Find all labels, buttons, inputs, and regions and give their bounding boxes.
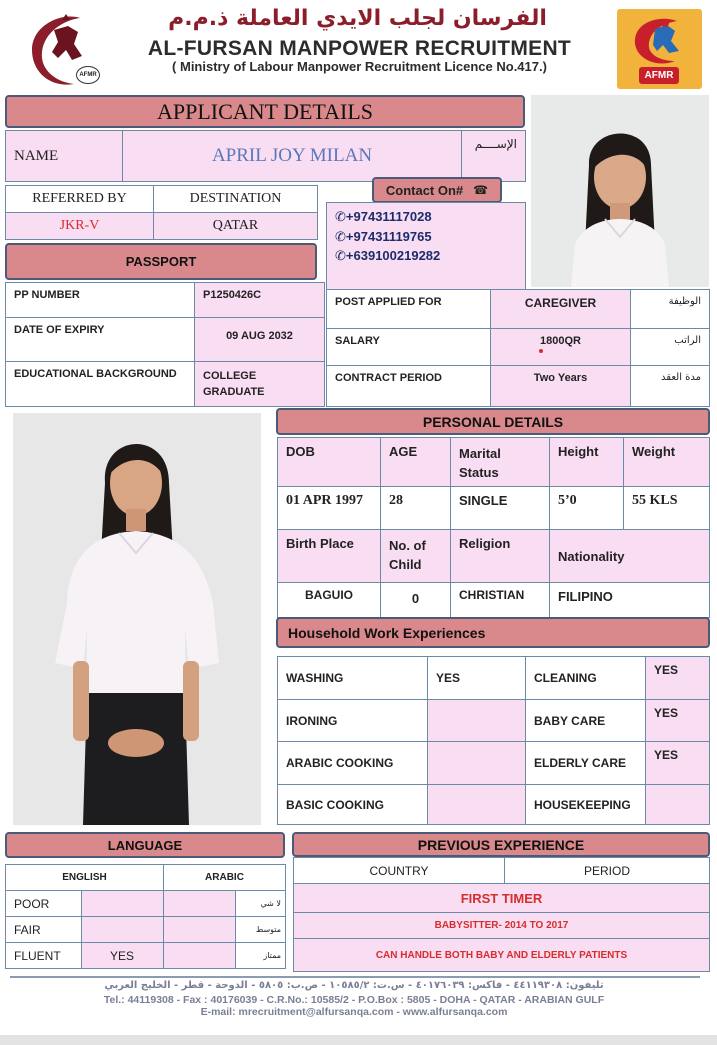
ironing-label-text: IRONING — [286, 713, 338, 728]
washing-label — [277, 656, 428, 700]
poor-english — [81, 890, 164, 917]
pp-number-value — [194, 282, 325, 318]
babycare-label-text: BABY CARE — [534, 713, 606, 728]
salary-ar — [630, 328, 710, 366]
footer-email-line[interactable]: E-mail: mrecruitment@alfursanqa.com - www.alfursanqa.com — [200, 1006, 508, 1018]
cleaning-label-text: CLEANING — [534, 671, 597, 685]
dob-value-text: 01 APR 1997 — [286, 493, 363, 508]
fluent-ar-text: ممتاز — [263, 951, 281, 960]
children-value-text: 0 — [411, 591, 420, 606]
destination-value: QATAR — [212, 218, 259, 233]
weight-value-text: 55 KLS — [632, 493, 678, 508]
dob-header — [277, 437, 381, 487]
post-applied-value — [490, 289, 631, 329]
elderly-care-value — [645, 741, 710, 785]
expiry-value-text: 09 AUG 2032 — [226, 330, 293, 342]
dob-header-text: DOB — [286, 444, 315, 459]
elderly-care-value-text: YES — [654, 748, 679, 762]
country-header-text: COUNTRY — [369, 863, 429, 878]
arabic-company-title: الفرسان لجلب الايدي العاملة ذ.م.م — [168, 6, 547, 31]
name-label-cell — [5, 130, 123, 182]
contact-title: Contact On# — [385, 182, 464, 198]
age-header-text: AGE — [389, 444, 418, 459]
licence-text: ( Ministry of Labour Manpower Recruitment Licence No.417.) — [172, 59, 547, 74]
applicant-photo-small — [531, 95, 709, 287]
arabic-col-header-text: ARABIC — [205, 872, 244, 883]
referred-by-label: REFERRED BY — [32, 191, 127, 206]
post-applied-label-text: POST APPLIED FOR — [335, 296, 442, 308]
arabic-cooking-label-text: ARABIC COOKING — [286, 756, 394, 770]
basic-cooking-label-text: BASIC COOKING — [286, 797, 385, 812]
height-header — [549, 437, 624, 487]
fluent-english-text: YES — [110, 948, 135, 963]
ironing-label — [277, 699, 428, 742]
arabic-cooking-label — [277, 741, 428, 785]
height-value-text: 5’0 — [558, 493, 577, 508]
washing-value-text: YES — [436, 671, 461, 685]
housekeeping-label — [525, 784, 646, 825]
name-value-cell — [122, 130, 462, 182]
contract-ar — [630, 365, 710, 407]
footer-arabic-line: تليفون: ٤٤١١٩٣٠٨ - فاكس: ٤٠١٧٦٠٣٩ - س.ت: ١٠٥٨٥/٢ - ص.ب: ٥٨٠٥ - الدوحة - قطر - الخليج العربي — [104, 980, 604, 991]
salary-value — [490, 328, 631, 366]
contract-value — [490, 365, 631, 407]
fluent-label — [5, 942, 82, 969]
fair-label — [5, 916, 82, 943]
marital-header — [450, 437, 550, 487]
phone-number: +97431119765 — [345, 228, 432, 244]
basic-cooking-value — [427, 784, 526, 825]
logo-badge-right: AFMR — [639, 67, 679, 84]
contact-phone-3[interactable] — [335, 246, 517, 266]
passport-title: PASSPORT — [125, 254, 197, 269]
contract-ar-text: مدة العقد — [661, 372, 701, 383]
housekeeping-value — [645, 784, 710, 825]
applicant-photo-full — [13, 413, 261, 825]
children-header — [380, 529, 451, 583]
washing-label-text: WASHING — [286, 671, 344, 685]
washing-value — [427, 656, 526, 700]
personal-details-bar — [276, 408, 710, 435]
referred-by-value: JKR-V — [59, 218, 100, 233]
cleaning-value — [645, 656, 710, 700]
nationality-value — [549, 582, 710, 618]
pp-number-label-text: PP NUMBER — [14, 289, 80, 301]
experience-line-2 — [293, 912, 710, 939]
housekeeping-label-text: HOUSEKEEPING — [534, 797, 631, 812]
birthplace-header — [277, 529, 381, 583]
nationality-value-text: FILIPINO — [558, 589, 613, 604]
expiry-label — [5, 317, 195, 362]
contact-box — [326, 202, 526, 290]
contact-phone-1[interactable] — [335, 207, 517, 227]
post-applied-value-text: CAREGIVER — [524, 296, 597, 310]
footer-english-line: Tel.: 44119308 - Fax : 40176039 - C.R.No.: 10585/2 - P.O.Box : 5805 - DOHA - QATAR - ARABIAN GULF — [103, 994, 605, 1006]
height-value — [549, 486, 624, 530]
red-dot-mark — [539, 349, 543, 353]
fluent-ar-label — [235, 942, 286, 969]
poor-ar-text: لا شي — [260, 899, 281, 908]
period-header-text: PERIOD — [583, 863, 630, 878]
weight-header — [623, 437, 710, 487]
country-header — [293, 857, 505, 884]
english-col-header-text: ENGLISH — [62, 872, 107, 883]
ironing-value — [427, 699, 526, 742]
birthplace-value-text: BAGUIO — [305, 588, 353, 602]
period-header — [504, 857, 710, 884]
fluent-arabic — [163, 942, 236, 969]
experience-line-2-text: BABYSITTER- 2014 TO 2017 — [434, 920, 569, 931]
contact-phone-2[interactable] — [335, 227, 517, 247]
babycare-value-text: YES — [654, 706, 679, 720]
cleaning-label — [525, 656, 646, 700]
poor-label-text: POOR — [14, 896, 50, 911]
age-value — [380, 486, 451, 530]
personal-details-title: PERSONAL DETAILS — [422, 413, 564, 430]
children-value — [380, 582, 451, 618]
fair-ar-label — [235, 916, 286, 943]
fluent-english — [81, 942, 164, 969]
name-label: NAME — [14, 147, 59, 164]
fair-arabic — [163, 916, 236, 943]
phone-number: +639100219282 — [345, 248, 441, 263]
contact-header — [372, 177, 502, 203]
marital-header-text: Marital Status — [459, 446, 501, 480]
previous-experience-title: PREVIOUS EXPERIENCE — [417, 836, 585, 853]
fluent-label-text: FLUENT — [14, 948, 61, 963]
dob-value — [277, 486, 381, 530]
contract-label-text: CONTRACT PERIOD — [335, 372, 442, 384]
nationality-header — [549, 529, 710, 583]
fair-label-text: FAIR — [14, 922, 41, 937]
experience-line-1-text: FIRST TIMER — [460, 890, 543, 906]
nationality-header-text: Nationality — [558, 548, 625, 564]
experience-line-1 — [293, 883, 710, 913]
post-applied-label — [326, 289, 491, 329]
weight-header-text: Weight — [632, 444, 676, 459]
elderly-care-label — [525, 741, 646, 785]
education-value-text: COLLEGE GRADUATE — [203, 370, 265, 398]
household-bar — [276, 617, 710, 648]
religion-value — [450, 582, 550, 618]
marital-value-text: SINGLE — [459, 493, 508, 508]
phone-handset-icon: ✆ — [335, 209, 346, 224]
referred-by-value-cell — [5, 212, 154, 240]
expiry-value — [194, 317, 325, 362]
language-title: LANGUAGE — [107, 837, 183, 853]
poor-ar-label — [235, 890, 286, 917]
company-logo-right — [617, 9, 702, 89]
poor-arabic — [163, 890, 236, 917]
fair-ar-text: متوسط — [255, 925, 281, 934]
birthplace-header-text: Birth Place — [286, 536, 354, 551]
applicant-details-title: APPLICANT DETAILS — [156, 98, 373, 124]
name-label-ar: الإســــم — [474, 137, 517, 151]
phone-icon: ☎ — [473, 183, 489, 197]
salary-value-text: 1800QR — [540, 335, 581, 347]
previous-experience-bar — [292, 832, 710, 857]
elderly-care-label-text: ELDERLY CARE — [534, 756, 627, 770]
babycare-value — [645, 699, 710, 742]
household-title: Household Work Experiences — [288, 624, 486, 641]
phone-handset-icon: ✆ — [335, 248, 346, 263]
pp-number-label — [5, 282, 195, 318]
page-bottom-strip — [0, 1035, 717, 1045]
applicant-name: APRIL JOY MILAN — [211, 145, 373, 166]
marital-value — [450, 486, 550, 530]
applicant-details-bar — [5, 95, 525, 128]
experience-line-3-text: CAN HANDLE BOTH BABY AND ELDERLY PATIENTS — [375, 949, 628, 961]
age-header — [380, 437, 451, 487]
logo-badge-left: AFMR — [76, 66, 100, 84]
height-header-text: Height — [558, 444, 599, 459]
children-header-text: No. of Child — [389, 538, 426, 572]
english-col-header — [5, 864, 164, 891]
footer-divider — [10, 976, 700, 978]
weight-value — [623, 486, 710, 530]
religion-header-text: Religion — [459, 536, 511, 551]
religion-value-text: CHRISTIAN — [459, 588, 525, 602]
experience-line-3 — [293, 938, 710, 972]
babycare-label — [525, 699, 646, 742]
contract-value-text: Two Years — [533, 372, 588, 384]
education-value — [194, 361, 325, 407]
company-name: AL-FURSAN MANPOWER RECRUITMENT — [147, 37, 572, 60]
cleaning-value-text: YES — [654, 663, 679, 677]
post-applied-ar — [630, 289, 710, 329]
referred-by-header — [5, 185, 154, 213]
phone-handset-icon: ✆ — [335, 228, 346, 244]
contract-label — [326, 365, 491, 407]
salary-ar-text: الراتب — [674, 335, 701, 346]
education-label-text: EDUCATIONAL BACKGROUND — [14, 368, 177, 380]
salary-label — [326, 328, 491, 366]
destination-header — [153, 185, 318, 213]
expiry-label-text: DATE OF EXPIRY — [14, 324, 105, 336]
arabic-cooking-value — [427, 741, 526, 785]
fair-english — [81, 916, 164, 943]
company-logo-left — [22, 10, 104, 88]
poor-label — [5, 890, 82, 917]
passport-bar — [5, 243, 317, 280]
arabic-col-header — [163, 864, 286, 891]
language-bar — [5, 832, 285, 858]
age-value-text: 28 — [389, 493, 403, 508]
destination-value-cell — [153, 212, 318, 240]
destination-label: DESTINATION — [189, 191, 282, 206]
salary-label-text: SALARY — [335, 335, 380, 347]
education-label — [5, 361, 195, 407]
basic-cooking-label — [277, 784, 428, 825]
name-label-ar-cell — [461, 130, 526, 182]
pp-number-value-text: P1250426C — [203, 289, 262, 301]
religion-header — [450, 529, 550, 583]
post-applied-ar-text: الوظيفة — [668, 296, 701, 307]
birthplace-value — [277, 582, 381, 618]
phone-number: +97431117028 — [345, 209, 432, 224]
